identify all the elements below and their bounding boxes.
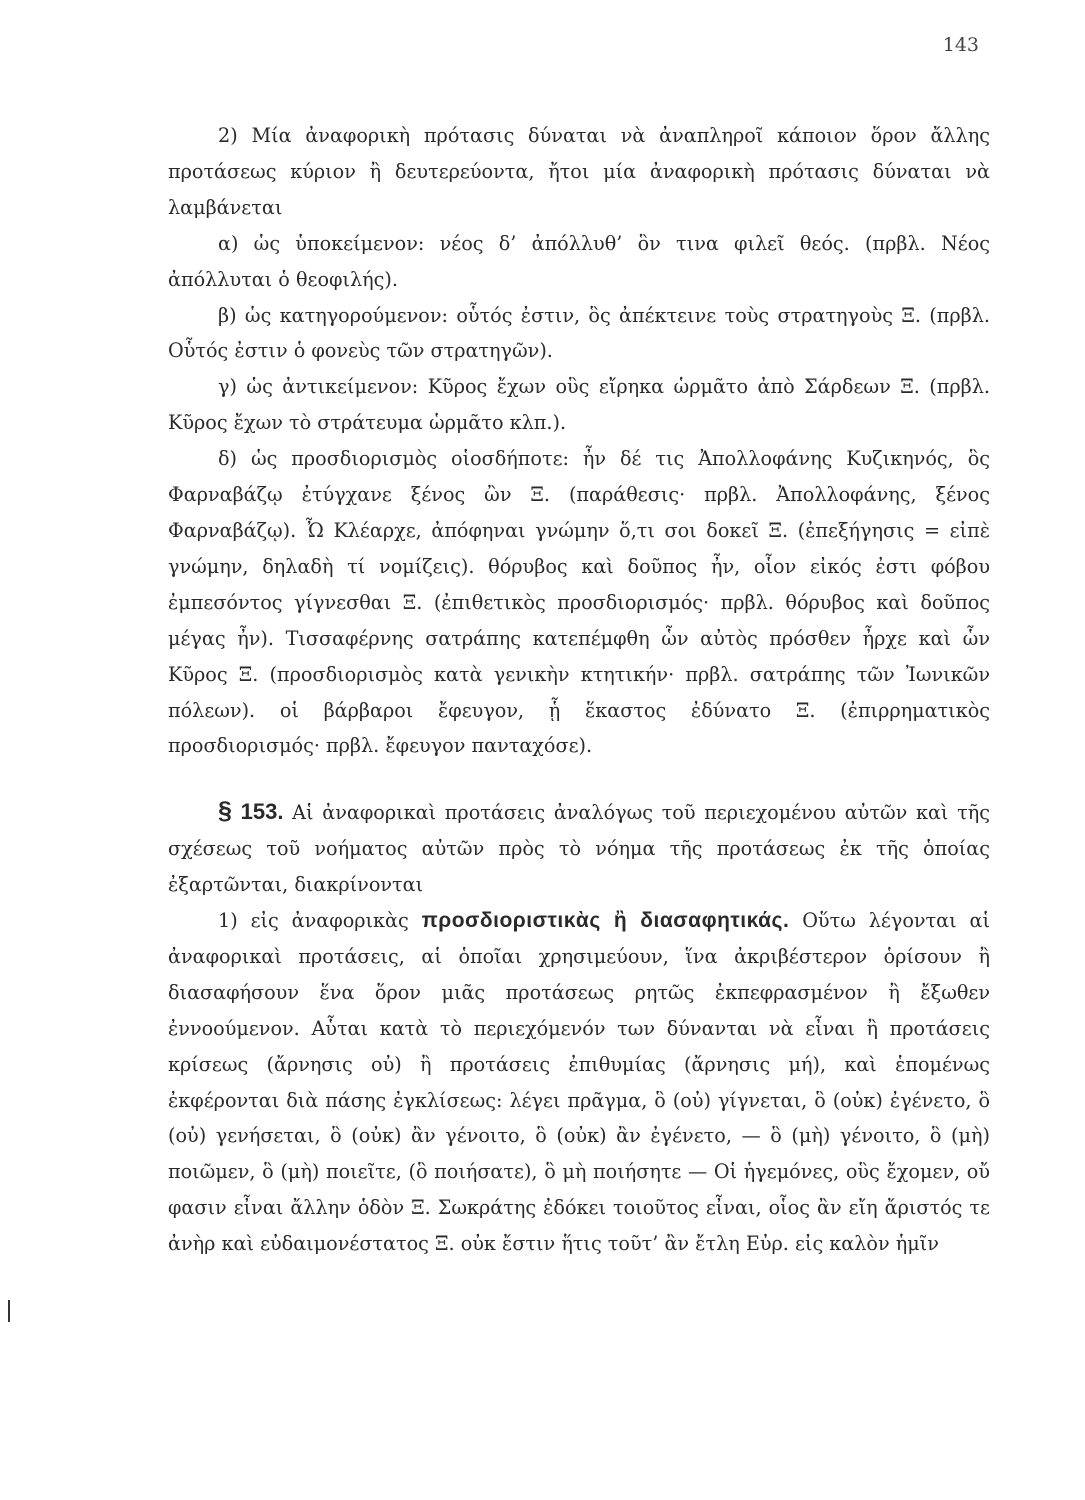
section-intro-text: Αἱ ἀναφορικαὶ προτάσεις ἀναλόγως τοῦ περιεχομένου αὐτῶν καὶ τῆς σχέσεως τοῦ νοήματος αὐτῶν πρὸς τὸ νόημα τῆς προτάσεως ἐκ τῆς ὁποίας ἐξαρτῶνται, διακρίνονται [168, 801, 990, 897]
margin-mark [8, 1300, 10, 1322]
paragraph-2c: γ) ὡς ἀντικείμενον: Κῦρος ἔχων οὓς εἴρηκα ὡρμᾶτο ἀπὸ Σάρδεων Ξ. (πρβλ. Κῦρος ἔχων τὸ στράτευμα ὡρμᾶτο κλπ.). [168, 375, 990, 435]
section-153-intro [168, 794, 990, 903]
paragraph-2: 2) Μία ἀναφορικὴ πρότασις δύναται νὰ ἀναπληροῖ κάποιον ὅρον ἄλλης προτάσεως κύριον ἢ δευτερεύοντα, ἤτοι μία ἀναφορικὴ πρότασις δύναται νὰ λαμβάνεται [168, 124, 990, 219]
item1-text: Οὕτω λέγονται αἱ ἀναφορικαὶ προτάσεις, αἱ ὁποῖαι χρησιμεύουν, ἵνα ἀκριβέστερον ὁρίσουν ἢ διασαφήσουν ἕνα ὅρον μιᾶς προτάσεως ρητῶς ἐκπεφρασμένον ἢ ἔξωθεν ἐννοούμενον. Αὗται κατὰ τὸ περιεχόμενόν των δύνανται νὰ εἶναι ἢ προτάσεις κρίσεως (ἄρνησις οὐ) ἢ προτάσεις ἐπιθυμίας (ἄρνησις μή), καὶ ἑπομένως ἐκφέρονται διὰ πάσης ἐγκλίσεως: λέγει πρᾶγμα, ὃ (οὐ) γίγνεται, ὃ (οὐκ) ἐγένετο, ὃ (οὐ) γενήσεται, ὃ (οὐκ) ἂν γένοιτο, ὃ (οὐκ) ἂν ἐγένετο, — ὃ (μὴ) γένοιτο, ὃ (μὴ) ποιῶμεν, ὃ (μὴ) ποιεῖτε, (ὃ ποιήσατε), ὃ μὴ ποιήσητε — Οἱ ἡγεμόνες, οὓς ἔχομεν, οὔ φασιν εἶναι ἄλλην ὁδὸν Ξ. Σωκράτης ἐδόκει τοιοῦτος εἶναι, οἷος ἂν εἴη ἄριστός τε ἀνὴρ καὶ εὐδαιμονέστατος Ξ. οὐκ ἔστιν ἥτις τοῦτ’ ἂν ἔτλη Εὐρ. εἰς καλὸν ἡμῖν [168, 909, 990, 1256]
page-body [168, 118, 990, 1262]
paragraph-2b: β) ὡς κατηγορούμενον: οὗτός ἐστιν, ὃς ἀπέκτεινε τοὺς στρατηγοὺς Ξ. (πρβλ. Οὗτός ἐστιν ὁ φονεὺς τῶν στρατηγῶν). [168, 303, 990, 363]
item1-term: προσδιοριστικὰς ἢ διασαφητικάς. [421, 909, 790, 933]
paragraph-2d: δ) ὡς προσδιορισμὸς οἱοσδήποτε: ἦν δέ τις Ἀπολλοφάνης Κυζικηνός, ὃς Φαρναβάζῳ ἐτύγχανε ξένος ὢν Ξ. (παράθεσις· πρβλ. Ἀπολλοφάνης, ξένος Φαρναβάζῳ). Ὦ Κλέαρχε, ἀπόφηναι γνώμην ὅ,τι σοι δοκεῖ Ξ. (ἐπεξήγησις = εἰπὲ γνώμην, δηλαδὴ τί νομίζεις). θόρυβος καὶ δοῦπος ἦν, οἷον εἰκός ἐστι φόβου ἐμπεσόντος γίγνεσθαι Ξ. (ἐπιθετικὸς προσδιορισμός· πρβλ. θόρυβος καὶ δοῦπος μέγας ἦν). Τισσαφέρνης σατράπης κατεπέμφθη ὧν αὐτὸς πρόσθεν ἦρχε καὶ ὧν Κῦρος Ξ. (προσδιορισμὸς κατὰ γενικὴν κτητικήν· πρβλ. σατράπης τῶν Ἰωνικῶν πόλεων). οἱ βάρβαροι ἔφευγον, ᾗ ἕκαστος ἐδύνατο Ξ. (ἐπιρρηματικὸς προσδιορισμός· πρβλ. ἔφευγον πανταχόσε). [168, 447, 990, 758]
page-number: 143 [942, 34, 979, 56]
paragraph-2a: α) ὡς ὑποκείμενον: νέος δ’ ἀπόλλυθ’ ὃν τινα φιλεῖ θεός. (πρβλ. Νέος ἀπόλλυται ὁ θεοφιλής). [168, 231, 990, 291]
section-153-item-1 [168, 903, 990, 1262]
section-number: 153. [240, 799, 284, 825]
item1-prefix: 1) εἰς ἀναφορικὰς [218, 909, 409, 933]
section-mark: § [218, 797, 232, 826]
